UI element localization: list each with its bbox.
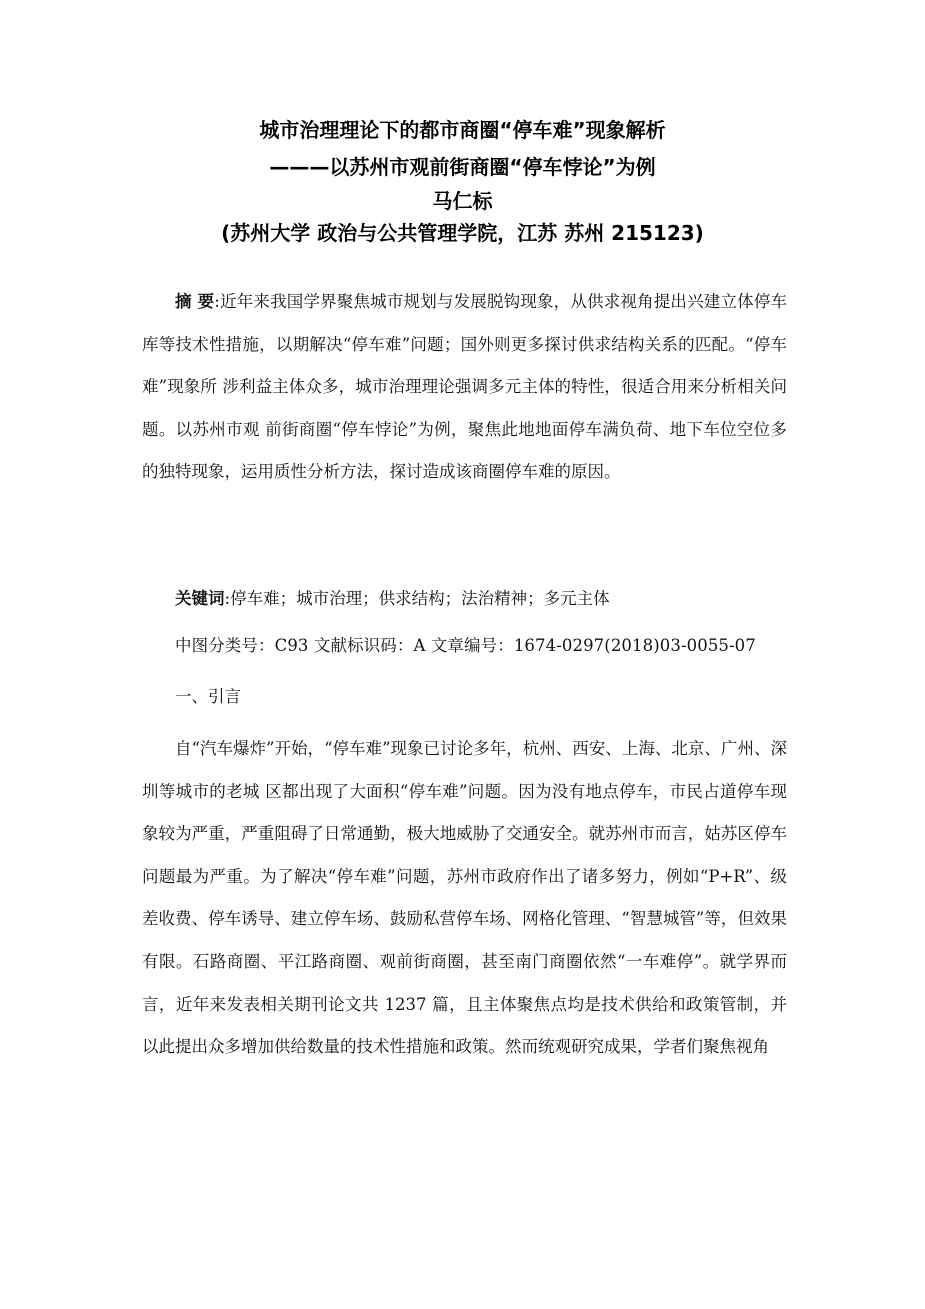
keywords-separator: : [224, 589, 231, 608]
keywords-label: 关键词 [175, 589, 225, 608]
abstract-text: 近年来我国学界聚焦城市规划与发展脱钩现象，从供求视角提出兴建立体停车库等技术性措施，以期解决“停车难”问题；国外则更多探讨供求结构关系的匹配。“停车难”现象所 涉利益主体众多，城市治理理论强调多元主体的特性，很适合用来分析相关问题。以苏州市观 前街商圈“停车悖论”为例，聚焦此地地面停车满负荷、地下车位空位多的独特现象，运用质性分析方法，探讨造成该商圈停车难的原因。 [142, 292, 788, 482]
abstract [142, 281, 787, 494]
classification-line: 中图分类号：C93 文献标识码：A 文章编号：1674-0297(2018)03-0055-07 [175, 636, 756, 655]
paper-subtitle: ———以苏州市观前街商圈“停车悖论”为例 [269, 155, 656, 179]
section-heading: 一、引言 [175, 687, 241, 706]
author-affiliation: (苏州大学 政治与公共管理学院，江苏 苏州 215123) [221, 221, 704, 245]
keywords-text: 停车难；城市治理；供求结构；法治精神；多元主体 [230, 589, 610, 608]
abstract-separator: : [214, 292, 220, 311]
author-name: 马仁标 [432, 189, 493, 213]
keywords [142, 578, 787, 621]
intro-paragraph: 自“汽车爆炸”开始，“停车难”现象已讨论多年，杭州、西安、上海、北京、广州、深圳等城市的老城 区都出现了大面积“停车难”问题。因为没有地点停车，市民占道停车现象较为严重，严重阻碍了日常通勤，极大地威胁了交通安全。就苏州市而言，姑苏区停车问题最为严重。为了解决“停车难”问题，苏州市政府作出了诸多努力，例如“P+R”、级差收费、停车诱导、建立停车场、鼓励私营停车场、网格化管理、“智慧城管”等，但效果有限。石路商圈、平江路商圈、观前街商圈，甚至南门商圈依然“一车难停”。就学界而言，近年来发表相关期刊论文共 1237 篇，且主体聚焦点均是技术供给和政策管制，并以此提出众多增加供给数量的技术性措施和政策。然而统观研究成果，学者们聚焦视角 [142, 739, 787, 1057]
paper-title: 城市治理理论下的都市商圈“停车难”现象解析 [259, 118, 666, 142]
abstract-label: 摘 要 [175, 292, 215, 311]
